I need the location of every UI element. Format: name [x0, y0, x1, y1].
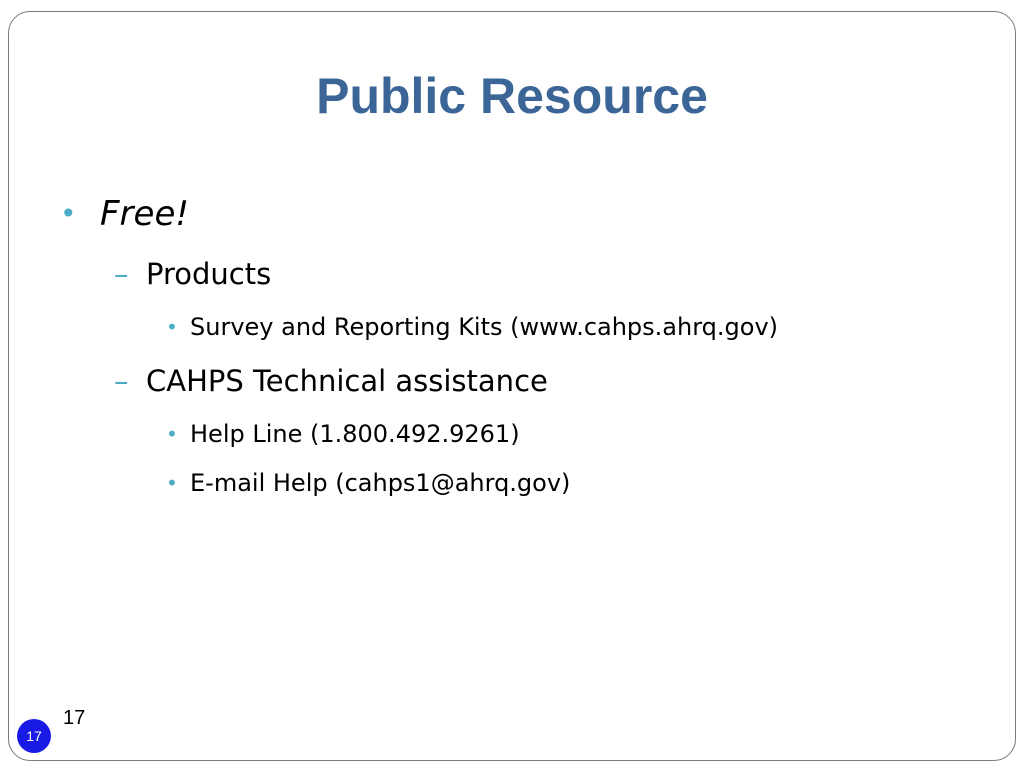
item-email-help: E-mail Help (cahps1@ahrq.gov): [190, 469, 571, 497]
bullet-dot: •: [166, 422, 178, 446]
subheading-technical-assistance: CAHPS Technical assistance: [146, 364, 548, 398]
dash-marker: –: [114, 364, 129, 398]
bullet-dot: •: [166, 471, 178, 495]
item-help-line: Help Line (1.800.492.9261): [190, 420, 520, 448]
subheading-products: Products: [146, 257, 272, 291]
dash-marker: –: [114, 257, 129, 291]
page-number: 17: [63, 707, 86, 729]
page-number-badge[interactable]: 17: [17, 719, 51, 753]
bullet-dot: •: [166, 315, 178, 339]
slide-title: Public Resource: [316, 68, 708, 124]
bullet-dot: •: [60, 197, 77, 230]
bullet-free: Free!: [100, 194, 190, 234]
item-survey-kits: Survey and Reporting Kits (www.cahps.ahrq.gov): [190, 313, 779, 341]
